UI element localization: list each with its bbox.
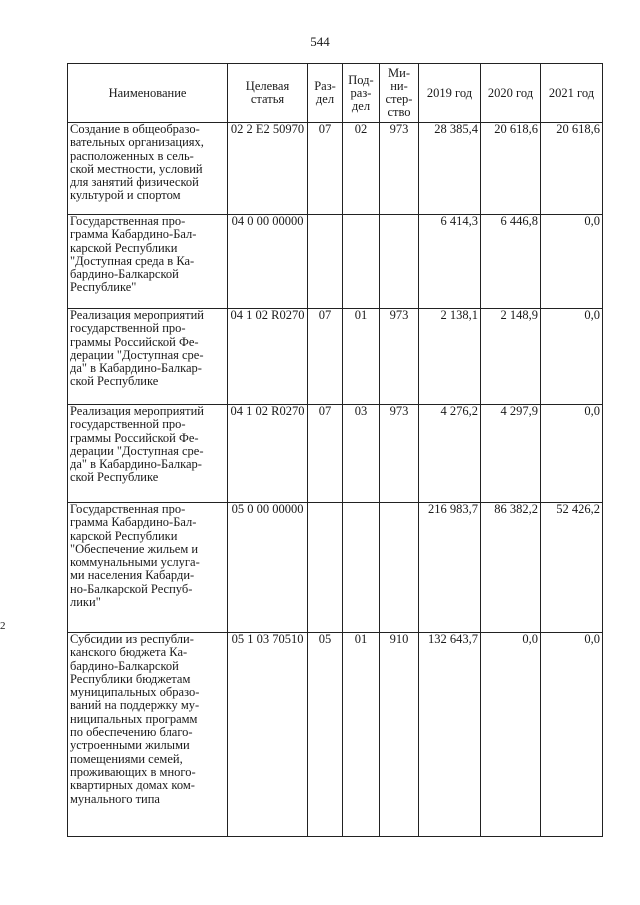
row-2019: 6 414,3 <box>419 215 481 309</box>
header-ministry: Ми- ни- стер- ство <box>380 64 419 123</box>
row-subsection: 01 <box>343 309 380 405</box>
row-target-article: 05 0 00 00000 <box>228 503 308 633</box>
table-row <box>68 215 603 309</box>
page-number: 544 <box>310 34 330 49</box>
row-2021: 0,0 <box>541 405 603 503</box>
row-2020: 20 618,6 <box>481 123 541 215</box>
row-2020: 2 148,9 <box>481 309 541 405</box>
row-ministry <box>380 215 419 309</box>
row-ministry <box>380 503 419 633</box>
header-2021: 2021 год <box>541 64 603 123</box>
row-target-article: 02 2 E2 50970 <box>228 123 308 215</box>
row-name: Субсидии из республи- канского бюджета Ка- бардино-Балкарской Республики бюджетам муниципальных образо- ваний на поддержку му- ниципальных программ по обеспечению благо- устроенными жилыми помещениями семей, проживающих в много- квартирных домах ком- мунального типа <box>68 633 228 837</box>
row-2021: 52 426,2 <box>541 503 603 633</box>
row-2019: 132 643,7 <box>419 633 481 837</box>
row-name: Государственная про- грамма Кабардино-Бал- карской Республики "Доступная среда в Ка- бардино-Балкарской Республике" <box>68 215 228 309</box>
row-target-article: 04 1 02 R0270 <box>228 309 308 405</box>
row-2021: 20 618,6 <box>541 123 603 215</box>
row-name: Реализация мероприятий государственной про- граммы Российской Фе- дерации "Доступная сре- да" в Кабардино-Балкар- ской Республике <box>68 309 228 405</box>
row-2021: 0,0 <box>541 309 603 405</box>
row-name: Государственная про- грамма Кабардино-Бал- карской Республики "Обеспечение жильем и коммунальными услуга- ми населения Кабарди- но-Балкарской Респуб- лики" <box>68 503 228 633</box>
budget-table <box>67 63 603 837</box>
row-ministry: 973 <box>380 405 419 503</box>
row-section: 07 <box>308 405 343 503</box>
header-name: Наименование <box>68 64 228 123</box>
table-header-row <box>68 64 603 123</box>
row-2020: 4 297,9 <box>481 405 541 503</box>
row-name: Создание в общеобразо- вательных организациях, расположенных в сель- ской местности, условий для занятий физической культурой и спортом <box>68 123 228 215</box>
row-ministry: 973 <box>380 123 419 215</box>
row-target-article: 04 1 02 R0270 <box>228 405 308 503</box>
row-2021: 0,0 <box>541 215 603 309</box>
row-subsection: 02 <box>343 123 380 215</box>
header-subsection: Под- раз- дел <box>343 64 380 123</box>
row-ministry: 973 <box>380 309 419 405</box>
row-ministry: 910 <box>380 633 419 837</box>
header-2020: 2020 год <box>481 64 541 123</box>
row-subsection: 01 <box>343 633 380 837</box>
row-2019: 2 138,1 <box>419 309 481 405</box>
table-row <box>68 503 603 633</box>
table-row <box>68 309 603 405</box>
row-section: 07 <box>308 123 343 215</box>
row-2019: 28 385,4 <box>419 123 481 215</box>
row-target-article: 04 0 00 00000 <box>228 215 308 309</box>
header-target-article: Целевая статья <box>228 64 308 123</box>
header-section: Раз- дел <box>308 64 343 123</box>
row-subsection: 03 <box>343 405 380 503</box>
row-2020: 6 446,8 <box>481 215 541 309</box>
row-section <box>308 503 343 633</box>
table-row <box>68 633 603 837</box>
header-2019: 2019 год <box>419 64 481 123</box>
row-2019: 4 276,2 <box>419 405 481 503</box>
row-target-article: 05 1 03 70510 <box>228 633 308 837</box>
row-2019: 216 983,7 <box>419 503 481 633</box>
row-2021: 0,0 <box>541 633 603 837</box>
table-row <box>68 405 603 503</box>
row-section: 07 <box>308 309 343 405</box>
row-section <box>308 215 343 309</box>
row-name: Реализация мероприятий государственной про- граммы Российской Фе- дерации "Доступная сре- да" в Кабардино-Балкар- ской Республике <box>68 405 228 503</box>
row-section: 05 <box>308 633 343 837</box>
row-subsection <box>343 215 380 309</box>
margin-mark: 2 <box>0 620 6 632</box>
row-2020: 0,0 <box>481 633 541 837</box>
row-subsection <box>343 503 380 633</box>
row-2020: 86 382,2 <box>481 503 541 633</box>
table-row <box>68 123 603 215</box>
